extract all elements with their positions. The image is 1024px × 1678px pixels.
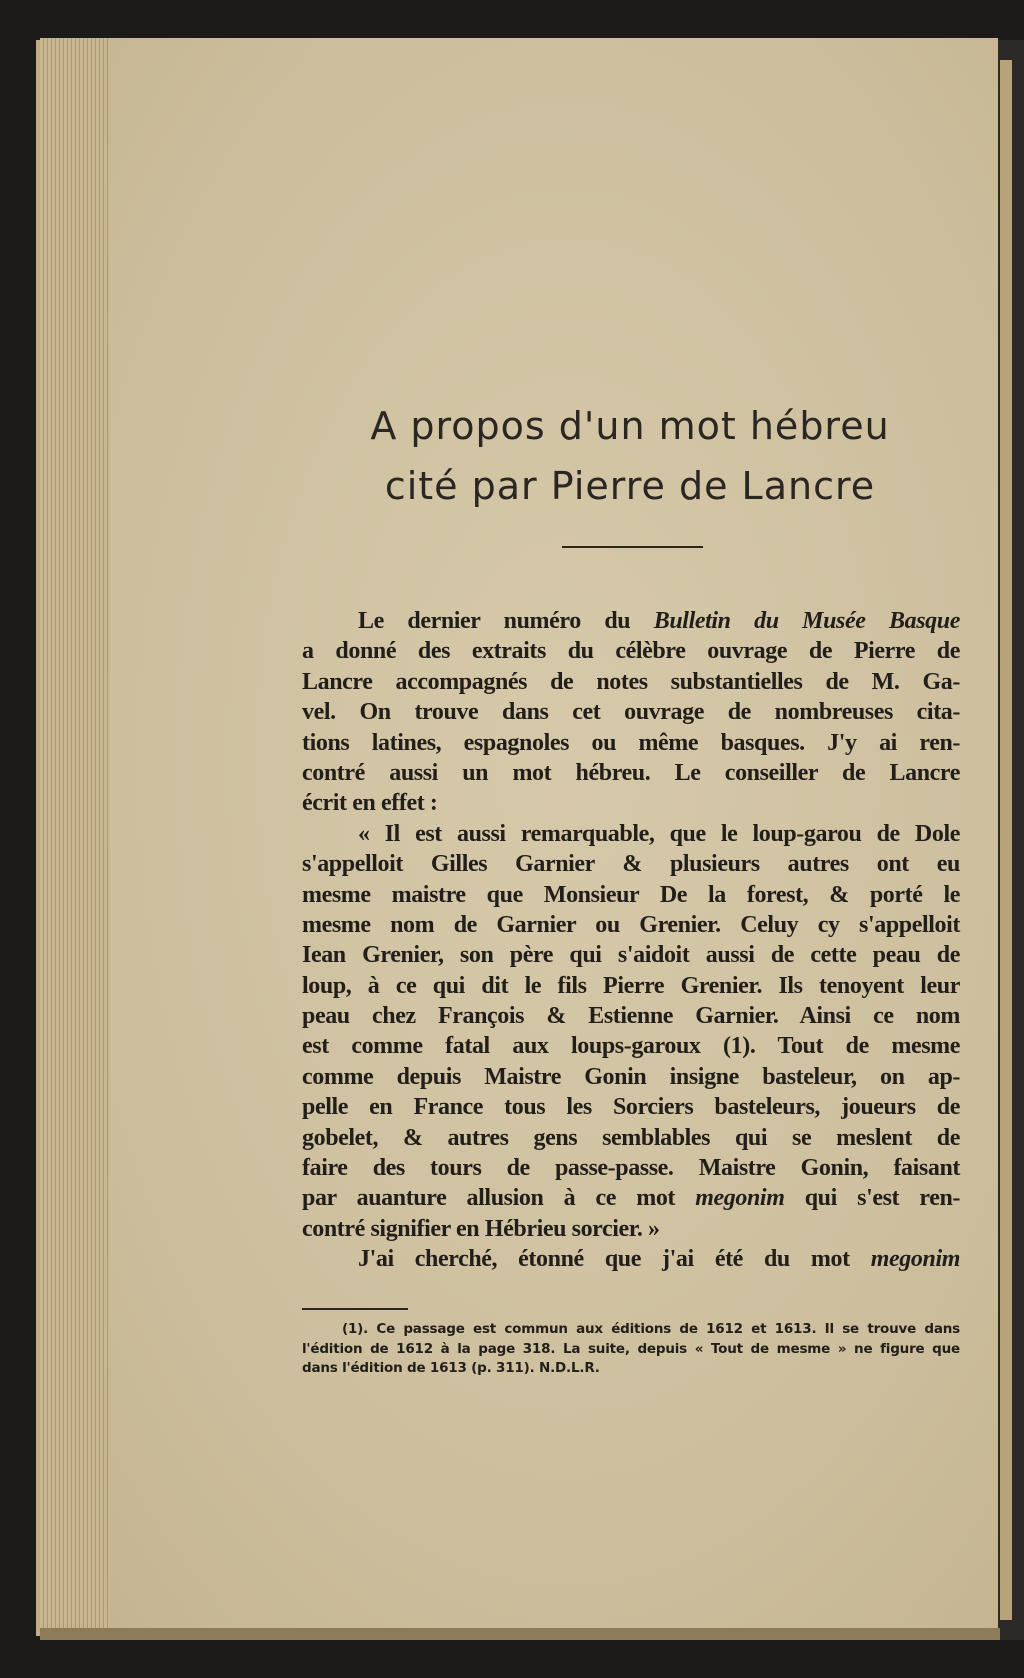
footnote-line — [302, 1340, 960, 1360]
text-segment: contré signifier en Hébrieu sorcier. » — [302, 1215, 660, 1242]
body-line — [302, 1062, 960, 1092]
body-line — [302, 940, 960, 970]
body-line — [302, 971, 960, 1001]
text-segment: gobelet, & autres gens semblables qui se meslent de — [302, 1124, 960, 1151]
body-line — [302, 606, 960, 636]
italic-text: megonim — [870, 1246, 960, 1273]
body-line — [302, 819, 960, 849]
text-segment: Iean Grenier, son père qui s'aidoit aussi de cette peau de — [302, 942, 960, 969]
text-segment: loup, à ce qui dit le fils Pierre Grenier. Ils tenoyent leur — [302, 972, 960, 999]
body-line — [302, 1244, 960, 1274]
text-segment: dans l'édition de 1613 (p. 311). N.D.L.R. — [302, 1360, 600, 1376]
body-line — [302, 667, 960, 697]
text-segment: Le dernier numéro du — [358, 608, 654, 634]
stacked-page-edges — [40, 38, 110, 1638]
footnote-line — [302, 1359, 960, 1379]
italic-text: Bulletin du Musée Basque — [653, 608, 960, 634]
facing-page-edge — [1000, 60, 1012, 1620]
body-line — [302, 636, 960, 666]
body-line — [302, 1031, 960, 1061]
text-segment: comme depuis Maistre Gonin insigne basteleur, on ap- — [302, 1063, 960, 1090]
body-line — [302, 910, 960, 940]
footnote — [302, 1320, 960, 1379]
text-segment: est comme fatal aux loups-garoux (1). Tout de mesme — [302, 1033, 960, 1060]
body-line — [302, 849, 960, 879]
text-segment: peau chez François & Estienne Garnier. Ainsi ce nom — [302, 1003, 960, 1030]
text-segment: Lancre accompagnés de notes substantielles de M. Ga- — [302, 668, 960, 695]
text-segment: faire des tours de passe-passe. Maistre Gonin, faisant — [302, 1155, 960, 1182]
body-line — [302, 788, 960, 818]
body-line — [302, 1092, 960, 1122]
text-segment: J'ai cherché, étonné que j'ai été du mot — [358, 1246, 871, 1273]
body-line — [302, 1001, 960, 1031]
text-segment: mesme maistre que Monsieur De la forest, & porté le — [302, 881, 960, 908]
text-segment: (1). Ce passage est commun aux éditions de 1612 et 1613. Il se trouve dans — [342, 1321, 960, 1337]
text-segment: par auanture allusion à ce mot — [302, 1185, 696, 1212]
text-segment: pelle en France tous les Sorciers basteleurs, joueurs de — [302, 1094, 960, 1121]
text-segment: « Il est aussi remarquable, que le loup-garou de Dole — [358, 820, 960, 847]
footnote-divider — [302, 1308, 408, 1310]
text-segment: s'appelloit Gilles Garnier & plusieurs autres ont eu — [302, 851, 960, 878]
text-segment: écrit en effet : — [302, 790, 438, 817]
article-body — [302, 606, 960, 1275]
italic-text: megonim — [695, 1185, 785, 1212]
text-segment: l'édition de 1612 à la page 318. La suite, depuis « Tout de mesme » ne figure que — [302, 1340, 960, 1357]
page-bottom-edge — [40, 1628, 1000, 1640]
body-line — [302, 697, 960, 727]
body-line — [302, 1214, 960, 1244]
text-segment: mesme nom de Garnier ou Grenier. Celuy cy s'appelloit — [302, 911, 960, 938]
text-segment: qui s'est ren- — [784, 1185, 960, 1212]
body-line — [302, 728, 960, 758]
text-segment: contré aussi un mot hébreu. Le conseiller de Lancre — [302, 759, 960, 786]
article-title-line-1: A propos d'un mot hébreu — [370, 404, 890, 448]
article-title-line-2: cité par Pierre de Lancre — [384, 464, 876, 508]
body-line — [302, 758, 960, 788]
body-line — [302, 1153, 960, 1183]
text-segment: a donné des extraits du célèbre ouvrage de Pierre de — [302, 638, 960, 665]
title-divider — [562, 546, 703, 548]
text-segment: vel. On trouve dans cet ouvrage de nombreuses cita- — [302, 699, 960, 726]
body-line — [302, 1183, 960, 1213]
text-segment: tions latines, espagnoles ou même basques. J'y ai ren- — [302, 729, 960, 756]
body-line — [302, 1123, 960, 1153]
body-line — [302, 880, 960, 910]
footnote-line — [302, 1320, 960, 1340]
